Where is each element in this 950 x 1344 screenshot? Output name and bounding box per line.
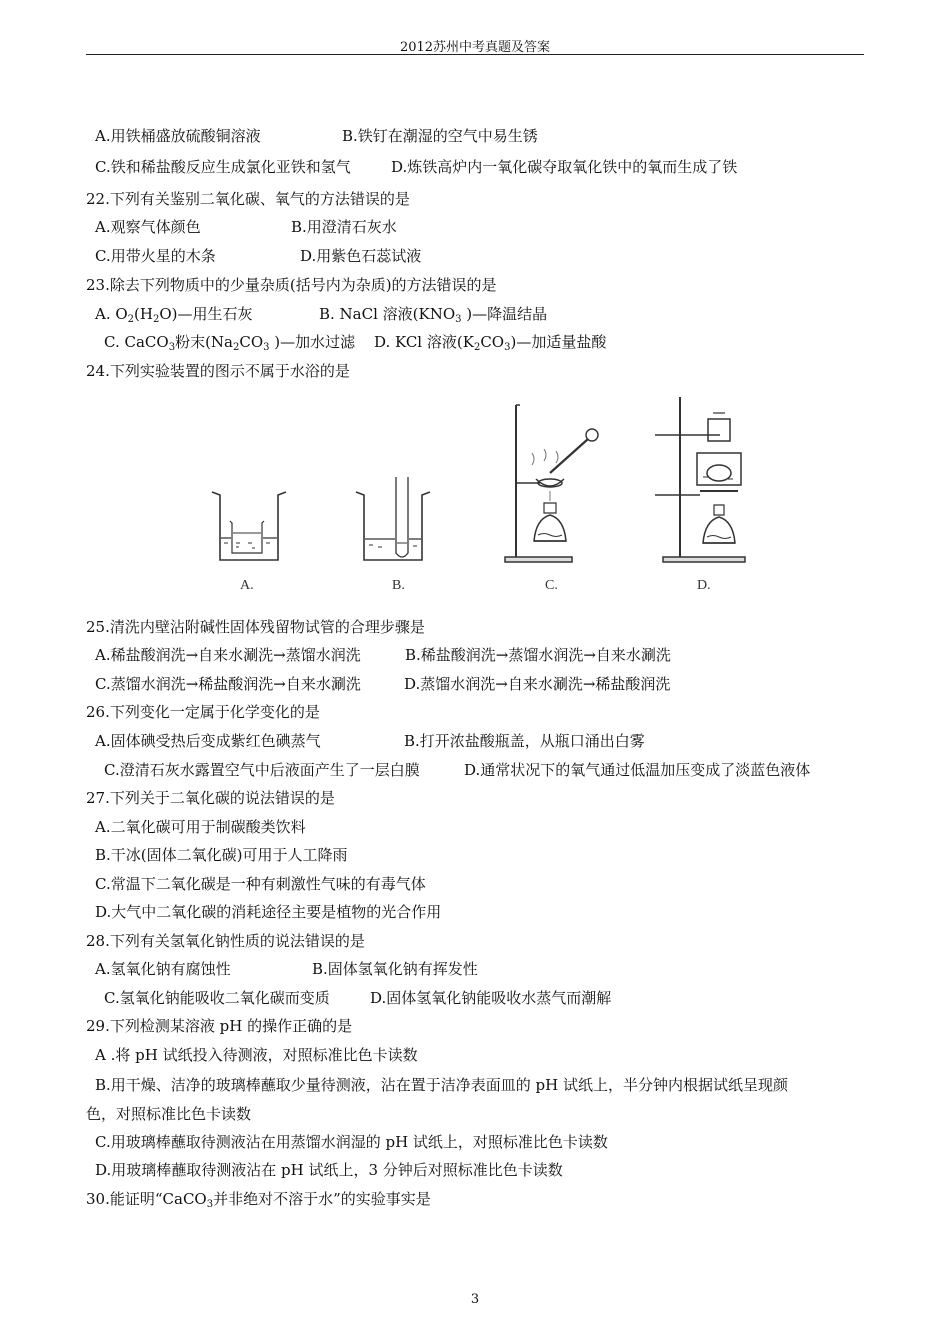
q25-stem: 25.清洗内壁沾附碱性固体残留物试管的合理步骤是 — [86, 618, 425, 636]
q22-option-d: D.用紫色石蕊试液 — [300, 247, 422, 265]
q28-option-a: A.氢氧化钠有腐蚀性 — [95, 960, 231, 978]
q22-option-b: B.用澄清石灰水 — [291, 218, 397, 236]
header-divider — [86, 54, 864, 55]
q29-option-a: A .将 pH 试纸投入待测液，对照标准比色卡读数 — [95, 1046, 418, 1064]
q23-option-a: A. $O_2(H_2O)—$用生石灰 — [95, 305, 253, 325]
q28-option-d: D.固体氢氧化钠能吸收水蒸气而潮解 — [370, 989, 612, 1007]
apparatus-a-beaker-in-beaker — [212, 492, 286, 560]
q25-option-c: C.蒸馏水润洗→稀盐酸润洗→自来水涮洗 — [95, 675, 361, 693]
q26-option-c: C.澄清石灰水露置空气中后液面产生了一层白膜 — [104, 761, 420, 779]
q29-option-d: D.用玻璃棒蘸取待测液沾在 pH 试纸上，3 分钟后对照标准比色卡读数 — [95, 1161, 563, 1179]
q25-option-a: A.稀盐酸润洗→自来水涮洗→蒸馏水润洗 — [95, 646, 361, 664]
q29-stem: 29.下列检测某溶液 pH 的操作正确的是 — [86, 1017, 353, 1035]
q26-option-d: D.通常状况下的氧气通过低温加压变成了淡蓝色液体 — [464, 761, 811, 779]
q26-option-b: B.打开浓盐酸瓶盖，从瓶口涌出白雾 — [404, 732, 645, 750]
q24-stem: 24.下列实验装置的图示不属于水浴的是 — [86, 362, 350, 380]
q21-option-d: D.炼铁高炉内一氧化碳夺取氧化铁中的氧而生成了铁 — [391, 158, 738, 176]
q27-option-a: A.二氧化碳可用于制碳酸类饮料 — [95, 818, 306, 836]
q21-option-b: B.铁钉在潮湿的空气中易生锈 — [342, 127, 538, 145]
q23-option-b: B. NaCl 溶液($KNO_3$ )—降温结晶 — [319, 305, 548, 325]
q26-option-a: A.固体碘受热后变成紫红色碘蒸气 — [95, 732, 321, 750]
apparatus-label-d: D. — [697, 578, 711, 593]
apparatus-d-water-bath-stand — [655, 397, 745, 562]
q24-apparatus-figure — [200, 395, 760, 600]
q29-option-c: C.用玻璃棒蘸取待测液沾在用蒸馏水润湿的 pH 试纸上，对照标准比色卡读数 — [95, 1133, 608, 1151]
q22-option-a: A.观察气体颜色 — [95, 218, 201, 236]
q27-option-d: D.大气中二氧化碳的消耗途径主要是植物的光合作用 — [95, 903, 442, 921]
apparatus-label-a: A. — [240, 578, 254, 593]
q25-option-d: D.蒸馏水润洗→自来水涮洗→稀盐酸润洗 — [404, 675, 671, 693]
q23-option-c: C. CaCO$_3$粉末($Na_2CO_3$ )—加水过滤 — [104, 333, 356, 353]
apparatus-label-c: C. — [545, 578, 558, 593]
apparatus-label-b: B. — [392, 578, 405, 593]
q28-stem: 28.下列有关氢氧化钠性质的说法错误的是 — [86, 932, 365, 950]
q21-option-c: C.铁和稀盐酸反应生成氯化亚铁和氢气 — [95, 158, 351, 176]
q21-option-a: A.用铁桶盛放硫酸铜溶液 — [95, 127, 261, 145]
q22-option-c: C.用带火星的木条 — [95, 247, 216, 265]
q27-option-b: B.干冰(固体二氧化碳)可用于人工降雨 — [95, 846, 348, 864]
apparatus-c-evaporating-dish — [505, 405, 598, 562]
q25-option-b: B.稀盐酸润洗→蒸馏水润洗→自来水涮洗 — [405, 646, 671, 664]
q29-option-b-line1: B.用干燥、洁净的玻璃棒蘸取少量待测液，沾在置于洁净表面皿的 pH 试纸上，半分钟内根据试纸呈现颜 — [95, 1076, 789, 1094]
q28-option-b: B.固体氢氧化钠有挥发性 — [312, 960, 478, 978]
q23-stem: 23.除去下列物质中的少量杂质(括号内为杂质)的方法错误的是 — [86, 276, 497, 294]
q27-option-c: C.常温下二氧化碳是一种有刺激性气味的有毒气体 — [95, 875, 426, 893]
apparatus-diagram — [200, 395, 760, 600]
page-number: 3 — [470, 1292, 480, 1307]
q27-stem: 27.下列关于二氧化碳的说法错误的是 — [86, 789, 335, 807]
q28-option-c: C.氢氧化钠能吸收二氧化碳而变质 — [104, 989, 330, 1007]
q29-option-b-line2: 色，对照标准比色卡读数 — [86, 1105, 252, 1123]
q30-stem: 30.能证明“CaCO$_3$并非绝对不溶于水”的实验事实是 — [86, 1190, 431, 1210]
apparatus-b-test-tube-in-beaker — [356, 477, 430, 560]
q22-stem: 22.下列有关鉴别二氧化碳、氧气的方法错误的是 — [86, 190, 410, 208]
q23-option-d: D. KCl 溶液$(K_2CO_3)—$加适量盐酸 — [374, 333, 607, 353]
q26-stem: 26.下列变化一定属于化学变化的是 — [86, 703, 320, 721]
page-header-title: 2012苏州中考真题及答案 — [399, 40, 551, 55]
